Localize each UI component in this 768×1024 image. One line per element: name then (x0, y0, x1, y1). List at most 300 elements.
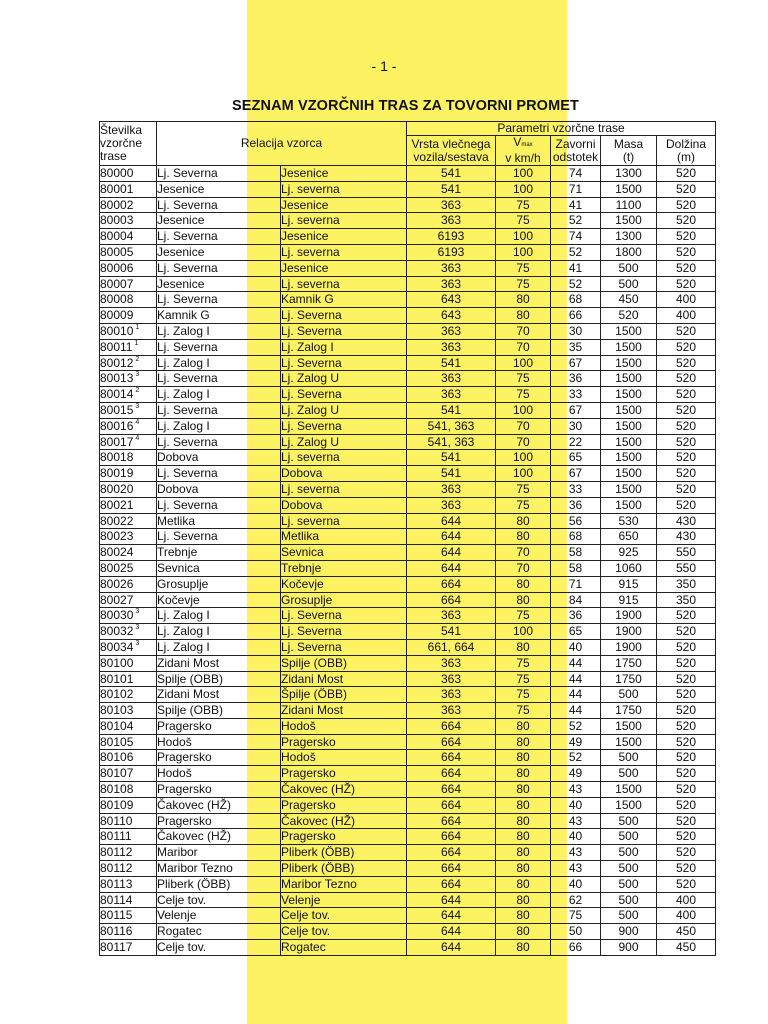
route-id-cell (100, 608, 157, 624)
max-speed-cell: 80 (496, 750, 551, 766)
to-station-cell: Rogatec (281, 940, 407, 956)
length-cell: 520 (657, 608, 716, 624)
max-speed-cell: 80 (496, 940, 551, 956)
table-row (100, 545, 716, 561)
route-id-cell (100, 845, 157, 861)
table-row (100, 355, 716, 371)
route-id: 80014 (100, 387, 134, 402)
from-station-cell: Kočevje (157, 592, 281, 608)
table-row (100, 876, 716, 892)
length-cell: 520 (657, 466, 716, 482)
to-station-cell: Celje tov. (281, 908, 407, 924)
from-station-cell: Maribor Tezno (157, 861, 281, 877)
to-station-cell: Lj. severna (281, 244, 407, 260)
route-id: 80011 (100, 339, 133, 354)
max-speed-cell: 75 (496, 213, 551, 229)
mass-cell: 450 (601, 292, 657, 308)
max-speed-cell: 75 (496, 608, 551, 624)
length-cell: 520 (657, 671, 716, 687)
table-row (100, 687, 716, 703)
mass-cell: 1500 (601, 181, 657, 197)
max-speed-cell: 80 (496, 782, 551, 798)
max-speed-cell: 75 (496, 703, 551, 719)
brake-percent-cell: 30 (551, 418, 601, 434)
route-id-cell (100, 734, 157, 750)
route-id: 80107 (100, 766, 134, 781)
vehicle-type-cell: 664 (407, 813, 496, 829)
route-id: 80017 (100, 434, 134, 449)
route-id: 80027 (100, 592, 134, 607)
brake-percent-cell: 36 (551, 371, 601, 387)
mass-cell: 500 (601, 750, 657, 766)
route-id: 80106 (100, 750, 134, 765)
length-cell: 520 (657, 845, 716, 861)
length-cell: 520 (657, 497, 716, 513)
table-row (100, 703, 716, 719)
mass-cell: 500 (601, 276, 657, 292)
brake-percent-cell: 74 (551, 166, 601, 182)
max-speed-cell: 80 (496, 813, 551, 829)
route-id: 80009 (100, 308, 134, 323)
vehicle-type-cell: 661, 664 (407, 639, 496, 655)
mass-cell: 1500 (601, 797, 657, 813)
from-station-cell: Hodoš (157, 766, 281, 782)
length-cell: 520 (657, 276, 716, 292)
route-id: 80026 (100, 576, 134, 591)
route-id: 80116 (100, 924, 133, 939)
max-speed-cell: 100 (496, 450, 551, 466)
table-row (100, 813, 716, 829)
vehicle-type-cell: 664 (407, 861, 496, 877)
from-station-cell: Jesenice (157, 276, 281, 292)
vehicle-type-cell: 363 (407, 276, 496, 292)
brake-percent-cell: 75 (551, 908, 601, 924)
route-id: 80003 (100, 213, 134, 228)
to-station-cell: Hodoš (281, 750, 407, 766)
mass-cell: 650 (601, 529, 657, 545)
route-id: 80108 (100, 782, 134, 797)
route-id-cell (100, 450, 157, 466)
to-station-cell: Hodoš (281, 718, 407, 734)
route-id: 80021 (100, 497, 134, 512)
header-relation: Relacija vzorca (157, 122, 407, 166)
table-row (100, 260, 716, 276)
header-params-group: Parametri vzorčne trase (407, 122, 716, 136)
max-speed-cell: 75 (496, 655, 551, 671)
route-id: 80006 (100, 260, 134, 275)
length-cell: 400 (657, 292, 716, 308)
route-id-cell (100, 434, 157, 450)
to-station-cell: Špilje (ÖBB) (281, 687, 407, 703)
vehicle-type-cell: 664 (407, 750, 496, 766)
max-speed-cell: 100 (496, 166, 551, 182)
max-speed-cell: 80 (496, 924, 551, 940)
from-station-cell: Jesenice (157, 213, 281, 229)
from-station-cell: Čakovec (HŽ) (157, 829, 281, 845)
from-station-cell: Zidani Most (157, 687, 281, 703)
route-id-cell (100, 481, 157, 497)
from-station-cell: Pragersko (157, 718, 281, 734)
length-cell: 550 (657, 545, 716, 561)
footnote-marker: 1 (135, 323, 140, 331)
brake-percent-cell: 84 (551, 592, 601, 608)
vehicle-type-cell: 363 (407, 655, 496, 671)
page-title: SEZNAM VZORČNIH TRAS ZA TOVORNI PROMET (232, 98, 579, 114)
footnote-marker: 3 (135, 402, 140, 410)
mass-cell: 1500 (601, 450, 657, 466)
length-cell: 520 (657, 861, 716, 877)
length-cell: 450 (657, 940, 716, 956)
length-cell: 520 (657, 782, 716, 798)
mass-cell: 500 (601, 766, 657, 782)
route-id-cell (100, 529, 157, 545)
brake-percent-cell: 43 (551, 845, 601, 861)
route-id-cell (100, 766, 157, 782)
to-station-cell: Čakovec (HŽ) (281, 813, 407, 829)
table-row (100, 387, 716, 403)
to-station-cell: Dobova (281, 497, 407, 513)
vehicle-type-cell: 541 (407, 181, 496, 197)
route-id: 80013 (100, 371, 134, 386)
route-id-cell (100, 339, 157, 355)
route-id: 80102 (100, 687, 134, 702)
mass-cell: 1500 (601, 213, 657, 229)
route-id-cell (100, 545, 157, 561)
footnote-marker: 1 (134, 339, 139, 347)
max-speed-cell: 80 (496, 766, 551, 782)
page-number: - 1 - (371, 58, 397, 74)
route-id: 80112 (100, 845, 133, 860)
max-speed-cell: 80 (496, 639, 551, 655)
mass-cell: 1060 (601, 560, 657, 576)
vehicle-type-cell: 664 (407, 876, 496, 892)
header-brake: Zavorni odstotek (551, 136, 601, 166)
to-station-cell: Lj. severna (281, 276, 407, 292)
table-row (100, 181, 716, 197)
length-cell: 520 (657, 624, 716, 640)
to-station-cell: Grosuplje (281, 592, 407, 608)
route-id-cell (100, 687, 157, 703)
table-row (100, 481, 716, 497)
mass-cell: 500 (601, 845, 657, 861)
max-speed-cell: 100 (496, 229, 551, 245)
mass-cell: 1800 (601, 244, 657, 260)
mass-cell: 1900 (601, 608, 657, 624)
max-speed-cell: 70 (496, 560, 551, 576)
route-id-cell (100, 402, 157, 418)
max-speed-cell: 80 (496, 513, 551, 529)
brake-percent-cell: 71 (551, 181, 601, 197)
mass-cell: 500 (601, 861, 657, 877)
from-station-cell: Lj. Severna (157, 371, 281, 387)
length-cell: 520 (657, 450, 716, 466)
max-speed-cell: 70 (496, 418, 551, 434)
mass-cell: 1500 (601, 481, 657, 497)
from-station-cell: Jesenice (157, 244, 281, 260)
table-row (100, 624, 716, 640)
route-id-cell (100, 655, 157, 671)
mass-cell: 1500 (601, 782, 657, 798)
mass-cell: 1500 (601, 434, 657, 450)
from-station-cell: Rogatec (157, 924, 281, 940)
vehicle-type-cell: 363 (407, 371, 496, 387)
route-id: 80000 (100, 166, 134, 180)
brake-percent-cell: 50 (551, 924, 601, 940)
route-id-cell (100, 418, 157, 434)
brake-percent-cell: 30 (551, 323, 601, 339)
mass-cell: 500 (601, 892, 657, 908)
max-speed-cell: 75 (496, 197, 551, 213)
vehicle-type-cell: 363 (407, 481, 496, 497)
mass-cell: 1500 (601, 339, 657, 355)
brake-percent-cell: 43 (551, 782, 601, 798)
brake-percent-cell: 71 (551, 576, 601, 592)
length-cell: 520 (657, 418, 716, 434)
from-station-cell: Jesenice (157, 181, 281, 197)
brake-percent-cell: 74 (551, 229, 601, 245)
route-id-cell (100, 940, 157, 956)
footnote-marker: 4 (135, 418, 140, 426)
from-station-cell: Lj. Zalog I (157, 418, 281, 434)
max-speed-cell: 100 (496, 181, 551, 197)
from-station-cell: Lj. Severna (157, 260, 281, 276)
table-row (100, 560, 716, 576)
mass-cell: 1500 (601, 323, 657, 339)
length-cell: 520 (657, 197, 716, 213)
route-id-cell (100, 703, 157, 719)
route-id: 80004 (100, 229, 134, 244)
from-station-cell: Lj. Severna (157, 229, 281, 245)
table-row (100, 418, 716, 434)
to-station-cell: Metlika (281, 529, 407, 545)
from-station-cell: Celje tov. (157, 940, 281, 956)
brake-percent-cell: 33 (551, 481, 601, 497)
route-id: 80111 (100, 829, 132, 844)
to-station-cell: Lj. severna (281, 213, 407, 229)
vehicle-type-cell: 363 (407, 608, 496, 624)
length-cell: 450 (657, 924, 716, 940)
table-row (100, 166, 716, 182)
brake-percent-cell: 43 (551, 861, 601, 877)
header-route-number: Številka vzorčne trase (100, 122, 157, 166)
max-speed-cell: 80 (496, 718, 551, 734)
to-station-cell: Lj. Severna (281, 387, 407, 403)
from-station-cell: Kamnik G (157, 308, 281, 324)
mass-cell: 1500 (601, 387, 657, 403)
route-id: 80105 (100, 734, 134, 749)
table-row (100, 434, 716, 450)
route-id-cell (100, 813, 157, 829)
route-id: 80010 (100, 323, 134, 338)
from-station-cell: Lj. Severna (157, 466, 281, 482)
vehicle-type-cell: 363 (407, 197, 496, 213)
table-row (100, 339, 716, 355)
route-id-cell (100, 892, 157, 908)
mass-cell: 1500 (601, 418, 657, 434)
to-station-cell: Lj. severna (281, 181, 407, 197)
route-id-cell (100, 497, 157, 513)
brake-percent-cell: 68 (551, 529, 601, 545)
to-station-cell: Zidani Most (281, 703, 407, 719)
length-cell: 520 (657, 355, 716, 371)
table-row (100, 639, 716, 655)
vehicle-type-cell: 664 (407, 797, 496, 813)
from-station-cell: Lj. Zalog I (157, 387, 281, 403)
from-station-cell: Lj. Zalog I (157, 355, 281, 371)
brake-percent-cell: 41 (551, 260, 601, 276)
route-id-cell (100, 924, 157, 940)
table-row (100, 750, 716, 766)
route-id: 80020 (100, 481, 134, 496)
brake-percent-cell: 58 (551, 560, 601, 576)
mass-cell: 900 (601, 924, 657, 940)
table-row (100, 229, 716, 245)
length-cell: 520 (657, 687, 716, 703)
to-station-cell: Pragersko (281, 797, 407, 813)
max-speed-cell: 80 (496, 734, 551, 750)
to-station-cell: Zidani Most (281, 671, 407, 687)
vehicle-type-cell: 664 (407, 829, 496, 845)
route-id-cell (100, 371, 157, 387)
to-station-cell: Jesenice (281, 197, 407, 213)
length-cell: 520 (657, 323, 716, 339)
vehicle-type-cell: 644 (407, 940, 496, 956)
mass-cell: 1500 (601, 497, 657, 513)
vehicle-type-cell: 541 (407, 355, 496, 371)
length-cell: 520 (657, 829, 716, 845)
max-speed-cell: 80 (496, 592, 551, 608)
length-cell: 520 (657, 213, 716, 229)
to-station-cell: Pliberk (ÖBB) (281, 845, 407, 861)
route-id: 80032 (100, 624, 134, 639)
from-station-cell: Metlika (157, 513, 281, 529)
max-speed-cell: 75 (496, 260, 551, 276)
from-station-cell: Spilje (OBB) (157, 671, 281, 687)
vehicle-type-cell: 363 (407, 213, 496, 229)
length-cell: 520 (657, 797, 716, 813)
route-id: 80113 (100, 876, 133, 891)
from-station-cell: Lj. Severna (157, 529, 281, 545)
route-id: 80018 (100, 450, 134, 465)
vehicle-type-cell: 644 (407, 924, 496, 940)
vehicle-type-cell: 541 (407, 166, 496, 182)
length-cell: 520 (657, 703, 716, 719)
max-speed-cell: 80 (496, 308, 551, 324)
route-id-cell (100, 639, 157, 655)
mass-cell: 1900 (601, 624, 657, 640)
brake-percent-cell: 56 (551, 513, 601, 529)
vehicle-type-cell: 644 (407, 908, 496, 924)
brake-percent-cell: 22 (551, 434, 601, 450)
from-station-cell: Lj. Zalog I (157, 624, 281, 640)
max-speed-cell: 80 (496, 576, 551, 592)
mass-cell: 1750 (601, 655, 657, 671)
brake-percent-cell: 44 (551, 703, 601, 719)
length-cell: 520 (657, 813, 716, 829)
brake-percent-cell: 58 (551, 545, 601, 561)
to-station-cell: Velenje (281, 892, 407, 908)
route-id-cell (100, 513, 157, 529)
length-cell: 520 (657, 766, 716, 782)
brake-percent-cell: 65 (551, 624, 601, 640)
max-speed-cell: 70 (496, 434, 551, 450)
route-id: 80112 (100, 861, 133, 876)
route-id: 80008 (100, 292, 134, 307)
mass-cell: 1750 (601, 703, 657, 719)
brake-percent-cell: 62 (551, 892, 601, 908)
footnote-marker: 3 (135, 639, 140, 647)
table-row (100, 892, 716, 908)
route-id: 80109 (100, 797, 134, 812)
to-station-cell: Lj. Severna (281, 323, 407, 339)
length-cell: 520 (657, 655, 716, 671)
max-speed-cell: 80 (496, 845, 551, 861)
from-station-cell: Lj. Severna (157, 434, 281, 450)
to-station-cell: Lj. Zalog U (281, 434, 407, 450)
vehicle-type-cell: 664 (407, 576, 496, 592)
route-id: 80022 (100, 513, 134, 528)
vehicle-type-cell: 6193 (407, 229, 496, 245)
brake-percent-cell: 67 (551, 466, 601, 482)
footnote-marker: 3 (135, 624, 140, 632)
from-station-cell: Pragersko (157, 782, 281, 798)
route-id: 80110 (100, 813, 133, 828)
mass-cell: 1500 (601, 734, 657, 750)
from-station-cell: Pragersko (157, 813, 281, 829)
route-id-cell (100, 276, 157, 292)
max-speed-cell: 80 (496, 892, 551, 908)
brake-percent-cell: 67 (551, 355, 601, 371)
to-station-cell: Lj. Severna (281, 639, 407, 655)
brake-percent-cell: 66 (551, 308, 601, 324)
vehicle-type-cell: 6193 (407, 244, 496, 260)
brake-percent-cell: 52 (551, 718, 601, 734)
to-station-cell: Pliberk (ÖBB) (281, 861, 407, 877)
route-id: 80101 (100, 671, 134, 686)
brake-percent-cell: 68 (551, 292, 601, 308)
vehicle-type-cell: 541 (407, 402, 496, 418)
brake-percent-cell: 33 (551, 387, 601, 403)
mass-cell: 915 (601, 592, 657, 608)
from-station-cell: Dobova (157, 481, 281, 497)
route-id-cell (100, 718, 157, 734)
to-station-cell: Kočevje (281, 576, 407, 592)
max-speed-cell: 100 (496, 624, 551, 640)
max-speed-cell: 70 (496, 339, 551, 355)
mass-cell: 1750 (601, 671, 657, 687)
to-station-cell: Pragersko (281, 734, 407, 750)
route-id: 80007 (100, 276, 134, 291)
max-speed-cell: 100 (496, 466, 551, 482)
vehicle-type-cell: 643 (407, 308, 496, 324)
mass-cell: 1500 (601, 466, 657, 482)
max-speed-cell: 75 (496, 497, 551, 513)
route-id: 80117 (100, 940, 133, 955)
route-id-cell (100, 876, 157, 892)
from-station-cell: Celje tov. (157, 892, 281, 908)
table-row (100, 276, 716, 292)
route-id-cell (100, 181, 157, 197)
to-station-cell: Sevnica (281, 545, 407, 561)
footnote-marker: 2 (135, 387, 140, 395)
table-row (100, 908, 716, 924)
routes-table (99, 121, 716, 956)
length-cell: 520 (657, 371, 716, 387)
from-station-cell: Dobova (157, 450, 281, 466)
vehicle-type-cell: 363 (407, 687, 496, 703)
table-row (100, 797, 716, 813)
brake-percent-cell: 43 (551, 813, 601, 829)
